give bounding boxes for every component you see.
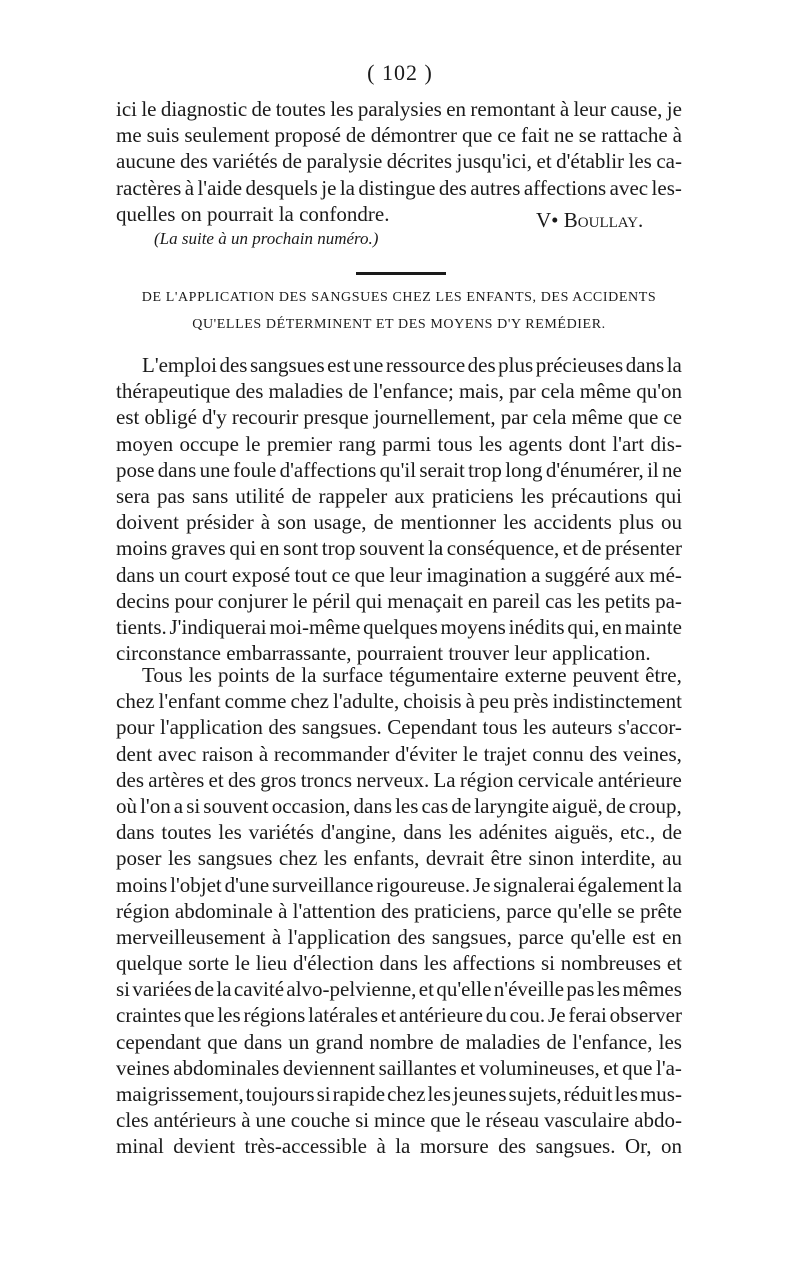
text-line: quelles on pourrait la confondre.: [116, 201, 390, 226]
text-line: poser les sangsues chez les enfants, devrait être sinon interdite, au: [116, 846, 682, 871]
text-line: si variées de la cavité alvo-pelvienne, et qu'elle n'éveille pas les mêmes: [116, 977, 682, 1002]
text-line: aucune des variétés de paralysie décrites jusqu'ici, et d'établir les ca-: [116, 149, 682, 174]
text-line: dans un court exposé tout ce que leur imagination a suggéré aux mé-: [116, 562, 682, 587]
text-line: me suis seulement proposé de démontrer que ce fait ne se rattache à: [116, 123, 682, 148]
text-line: decins pour conjurer le péril qui menaçait en pareil cas les petits pa-: [116, 588, 682, 613]
text-line: L'emploi des sangsues est une ressource des plus précieuses dans la: [142, 353, 682, 377]
text-line: est obligé d'y recourir presque journellement, par cela même que ce: [116, 405, 682, 430]
text-line: minal devient très-accessible à la morsure des sangsues. Or, on: [116, 1134, 682, 1159]
section-divider: [356, 272, 446, 275]
text-line: pour l'application des sangsues. Cependant tous les auteurs s'accor-: [116, 715, 682, 740]
text-line: moyen occupe le premier rang parmi tous les agents dont l'art dis-: [116, 431, 682, 456]
article-title-line-2: QU'ELLES DÉTERMINENT ET DES MOYENS D'Y REMÉDIER.: [192, 317, 606, 332]
text-line: ractères à l'aide desquels je la distingue des autres affections avec les-: [116, 175, 682, 200]
text-line: dans toutes les variétés d'angine, dans les adénites aiguës, etc., de: [116, 820, 682, 845]
author-signature: V• Boullay.: [536, 208, 644, 232]
paragraph-1: [116, 352, 682, 666]
text-line: chez l'enfant comme chez l'adulte, choisis à peu près indistinctement: [116, 689, 682, 714]
text-line: pose dans une foule d'affections qu'il serait trop long d'énumérer, il ne: [116, 457, 682, 482]
text-line: quelque sorte le lieu d'élection dans les affections si nombreuses et: [116, 951, 682, 976]
text-line: cles antérieurs à une couche si mince que le réseau vasculaire abdo-: [116, 1108, 682, 1133]
text-line: doivent présider à son usage, de mentionner les accidents plus ou: [116, 510, 682, 535]
text-line: moins l'objet d'une surveillance rigoureuse. Je signalerai également la: [116, 872, 682, 897]
article-title-line-1: DE L'APPLICATION DES SANGSUES CHEZ LES ENFANTS, DES ACCIDENTS: [141, 290, 657, 305]
text-line: moins graves qui en sont trop souvent la conséquence, et de présenter: [116, 536, 682, 561]
text-line: cependant que dans un grand nombre de maladies de l'enfance, les: [116, 1029, 682, 1054]
text-line: craintes que les régions latérales et antérieure du cou. Je ferai observer: [116, 1003, 682, 1028]
text-line: veines abdominales deviennent saillantes et volumineuses, et que l'a-: [116, 1055, 682, 1080]
text-line: thérapeutique des maladies de l'enfance; mais, par cela même qu'on: [116, 379, 682, 404]
paragraph-2: [116, 662, 682, 1160]
page-number: ( 102 ): [367, 60, 433, 85]
text-line: des artères et des gros troncs nerveux. La région cervicale antérieure: [116, 767, 682, 792]
text-line: Tous les points de la surface tégumentaire externe peuvent être,: [142, 663, 682, 687]
text-line: circonstance embarrassante, pourraient trouver leur application.: [116, 641, 651, 666]
text-line: ici le diagnostic de toutes les paralysies en remontant à leur cause, je: [116, 97, 682, 121]
text-line: maigrissement, toujours si rapide chez les jeunes sujets, réduit les mus-: [116, 1082, 682, 1106]
text-line: où l'on a si souvent occasion, dans les cas de laryngite aiguë, de croup,: [116, 793, 682, 818]
text-line: sera pas sans utilité de rappeler aux praticiens les précautions qui: [116, 483, 682, 508]
text-line: merveilleusement à l'application des sangsues, parce qu'elle est en: [116, 924, 682, 949]
continuation-note: (La suite à un prochain numéro.): [154, 229, 379, 248]
text-line: tients. J'indiquerai moi-même quelques moyens inédits qui, en mainte: [116, 614, 682, 639]
text-line: région abdominale à l'attention des praticiens, parce qu'elle se prête: [116, 898, 682, 923]
text-line: dent avec raison à recommander d'éviter le trajet connu des veines,: [116, 741, 682, 766]
